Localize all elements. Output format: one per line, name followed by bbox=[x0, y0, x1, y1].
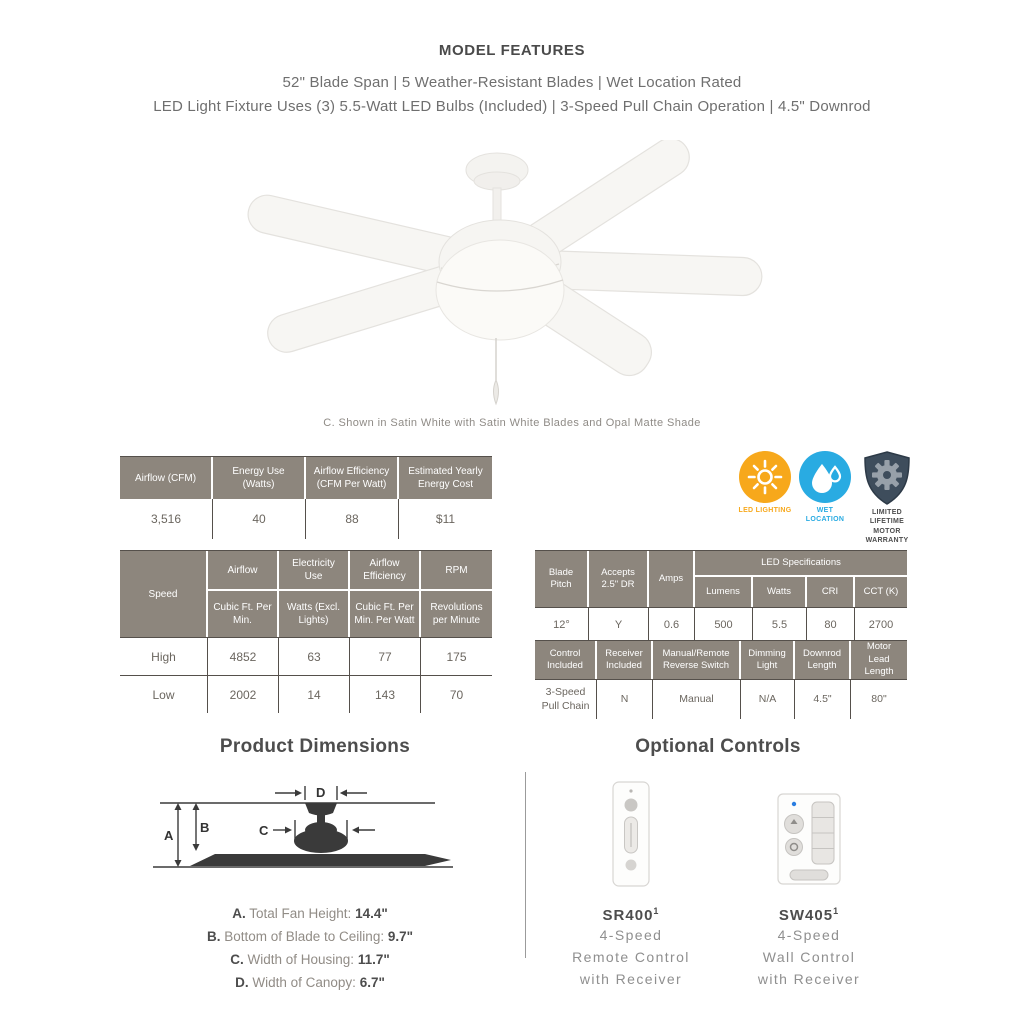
column-header: Airflow bbox=[208, 551, 279, 591]
dim-text: Total Fan Height: bbox=[249, 906, 352, 921]
table-cell: $11 bbox=[435, 512, 456, 526]
column-subheader: CRI bbox=[807, 577, 855, 607]
table-cell: 12° bbox=[535, 607, 589, 641]
column-header: Airflow Efficiency (CFM Per Watt) bbox=[306, 457, 399, 499]
dimension-item bbox=[120, 902, 500, 925]
column-subheader: Watts bbox=[753, 577, 807, 607]
product-dimensions-title: Product Dimensions bbox=[219, 736, 411, 757]
table-cell: 5.5 bbox=[753, 607, 807, 641]
warranty-shield-icon bbox=[861, 450, 913, 506]
dim-label-a: A bbox=[164, 828, 174, 843]
control-desc-line: with Receiver bbox=[579, 971, 683, 987]
fan-caption: C. Shown in Satin White with Satin White Blades and Opal Matte Shade bbox=[323, 417, 701, 429]
optional-controls-row bbox=[552, 780, 888, 990]
table-cell: N/A bbox=[741, 679, 795, 719]
badge-label: LIMITED LIFETIME MOTOR WARRANTY bbox=[865, 509, 909, 545]
optional-controls-title: Optional Controls bbox=[635, 736, 801, 757]
table-cell: N bbox=[597, 679, 653, 719]
led-lighting-icon bbox=[738, 450, 792, 504]
features-line-1: 52" Blade Span | 5 Weather-Resistant Blades | Wet Location Rated bbox=[282, 74, 742, 91]
table-cell: 80 bbox=[807, 607, 855, 641]
control-desc-line: 4-Speed bbox=[599, 927, 663, 943]
badge-label: WET LOCATION bbox=[805, 507, 845, 524]
table-cell: 500 bbox=[695, 607, 753, 641]
table-cell: 63 bbox=[279, 637, 350, 675]
dim-key: B. bbox=[206, 929, 221, 944]
dim-key: D. bbox=[235, 975, 249, 990]
column-header: Accepts 2.5" DR bbox=[589, 551, 649, 607]
section-divider bbox=[525, 772, 526, 958]
control-model-name: $SR400^1$ bbox=[602, 906, 660, 924]
column-subheader: Lumens bbox=[695, 577, 753, 607]
wet-location-badge bbox=[798, 450, 852, 525]
ceiling-fan-image bbox=[230, 140, 790, 415]
dim-value: 14.4" bbox=[355, 906, 388, 921]
wall-control-label bbox=[758, 906, 860, 990]
column-subheader: Revolutions per Minute bbox=[421, 591, 492, 637]
certification-badges bbox=[738, 450, 918, 546]
control-desc-line: Remote Control bbox=[572, 949, 690, 965]
column-subheader: CCT (K) bbox=[855, 577, 907, 607]
table-cell: 2700 bbox=[855, 607, 907, 641]
control-desc-line: 4-Speed bbox=[777, 927, 841, 943]
table-cell: 40 bbox=[213, 499, 306, 539]
column-header: Electricity Use bbox=[279, 551, 350, 591]
wall-control-item bbox=[730, 780, 888, 990]
table-cell: 175 bbox=[421, 637, 492, 675]
table-cell: 80" bbox=[851, 679, 907, 719]
features-line-2: LED Light Fixture Uses (3) 5.5-Watt LED Bulbs (Included) | 3-Speed Pull Chain Operation | 4.5" Downrod bbox=[153, 98, 871, 115]
column-header: Manual/Remote Reverse Switch bbox=[653, 641, 741, 679]
column-header: Dimming Light bbox=[741, 641, 795, 679]
row-label: High bbox=[120, 637, 208, 675]
specifications-table-top bbox=[535, 550, 907, 641]
column-header: Receiver Included bbox=[597, 641, 653, 679]
dim-text: Width of Canopy: bbox=[252, 975, 356, 990]
dim-value: 11.7" bbox=[357, 952, 390, 967]
led-specs-group-header: LED Specifications bbox=[695, 551, 907, 577]
column-subheader: Cubic Ft. Per Min. Per Watt bbox=[350, 591, 421, 637]
dim-value: 6.7" bbox=[359, 975, 385, 990]
table-cell: 70 bbox=[421, 675, 492, 713]
dimension-item bbox=[120, 925, 500, 948]
dim-label-d: D bbox=[316, 785, 326, 800]
table-cell: 2002 bbox=[208, 675, 279, 713]
column-subheader: Cubic Ft. Per Min. bbox=[208, 591, 279, 637]
column-header: Speed bbox=[120, 551, 208, 637]
table-cell: 143 bbox=[350, 675, 421, 713]
control-model-name: $SW405^1$ bbox=[778, 906, 840, 924]
table-cell: 14 bbox=[279, 675, 350, 713]
dim-key: C. bbox=[230, 952, 244, 967]
page-title: MODEL FEATURES bbox=[438, 42, 586, 59]
row-label: Low bbox=[120, 675, 208, 713]
table-cell: 4852 bbox=[208, 637, 279, 675]
wall-control-image bbox=[774, 780, 844, 890]
table-cell: 4.5" bbox=[795, 679, 851, 719]
dim-text: Bottom of Blade to Ceiling: bbox=[224, 929, 385, 944]
dim-text: Width of Housing: bbox=[247, 952, 355, 967]
table-cell: Manual bbox=[653, 679, 741, 719]
column-header: Downrod Length bbox=[795, 641, 851, 679]
speed-performance-table bbox=[120, 550, 492, 713]
remote-control-image bbox=[609, 780, 653, 890]
column-header: RPM bbox=[421, 551, 492, 591]
column-header: Blade Pitch bbox=[535, 551, 589, 607]
remote-control-label bbox=[572, 906, 690, 990]
dim-value: 9.7" bbox=[387, 929, 414, 944]
column-header: Control Included bbox=[535, 641, 597, 679]
column-header: Airflow (CFM) bbox=[120, 457, 213, 499]
table-cell: 77 bbox=[350, 637, 421, 675]
badge-label: LED LIGHTING bbox=[738, 507, 792, 514]
table-cell: 88 bbox=[306, 499, 399, 539]
control-desc-line: Wall Control bbox=[762, 949, 856, 965]
column-header: Motor Lead Length bbox=[851, 641, 907, 679]
table-cell: 3,516 bbox=[120, 499, 213, 539]
table-cell: 3-Speed Pull Chain bbox=[535, 679, 597, 719]
column-subheader: Watts (Excl. Lights) bbox=[279, 591, 350, 637]
energy-info-table bbox=[120, 456, 492, 539]
column-header: Energy Use (Watts) bbox=[213, 457, 306, 499]
table-cell: Y bbox=[589, 607, 649, 641]
column-header: Amps bbox=[649, 551, 695, 607]
table-cell: 0.6 bbox=[649, 607, 695, 641]
column-header: Estimated Yearly Energy Cost bbox=[399, 457, 492, 499]
specifications-table-bottom bbox=[535, 640, 907, 719]
dim-label-c: C bbox=[259, 823, 269, 838]
dimension-item bbox=[120, 971, 500, 994]
dimension-list bbox=[120, 902, 500, 994]
led-lighting-badge bbox=[738, 450, 792, 515]
remote-control-item bbox=[552, 780, 710, 990]
control-desc-line: with Receiver bbox=[757, 971, 861, 987]
dimensions-diagram bbox=[135, 780, 485, 895]
dimension-item bbox=[120, 948, 500, 971]
warranty-badge bbox=[858, 450, 916, 546]
dim-key: A. bbox=[232, 906, 246, 921]
column-header: Airflow Efficiency bbox=[350, 551, 421, 591]
wet-location-icon bbox=[798, 450, 852, 504]
dim-label-b: B bbox=[200, 820, 210, 835]
